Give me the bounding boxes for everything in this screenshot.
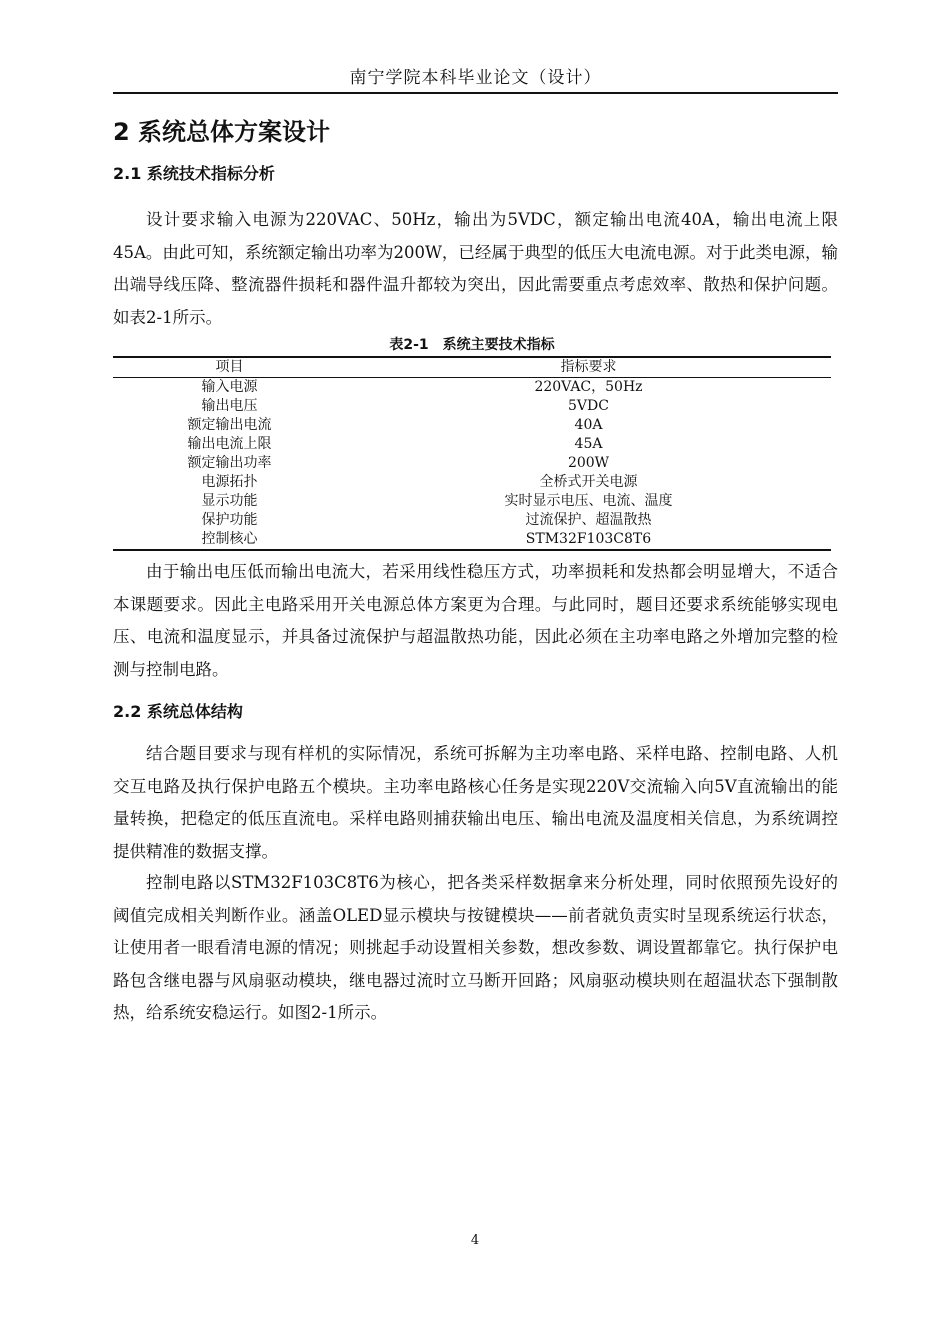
table-cell-item: 保护功能 xyxy=(201,512,258,528)
header-rule xyxy=(113,92,838,94)
table-caption: 表2-1 系统主要技术指标 xyxy=(389,337,555,353)
paragraph-2-1-intro: 设计要求输入电源为220VAC、50Hz，输出为5VDC，额定输出电流40A，输出电流上限45A。由此可知，系统额定输出功率为200W，已经属于典型的低压大电流电源。对于此类电源，输出端导线压降、整流器件损耗和器件温升都较为突出，因此需要重点考虑效率、散热和保护问题。如表2-1所示。 xyxy=(113,210,838,327)
table-cell-value: 5VDC xyxy=(568,398,609,414)
table-cell-value: 40A xyxy=(574,417,603,433)
table-header-row xyxy=(113,357,831,378)
subsection-heading-2-1: 2.1 系统技术指标分析 xyxy=(113,164,275,183)
table-cell-item: 输出电压 xyxy=(201,398,258,414)
table-cell-value: 45A xyxy=(574,436,603,452)
table-cell-item: 电源拓扑 xyxy=(201,474,258,490)
column-header-requirement: 指标要求 xyxy=(346,357,831,378)
table-row xyxy=(113,492,831,511)
subsection-heading-2-2: 2.2 系统总体结构 xyxy=(113,702,243,721)
table-row xyxy=(113,530,831,550)
table-cell-item: 控制核心 xyxy=(201,531,258,547)
table-row xyxy=(113,454,831,473)
table-cell-value: 全桥式开关电源 xyxy=(539,474,638,490)
table-cell-value: 200W xyxy=(567,455,610,471)
paragraph-2-1-analysis: 由于输出电压低而输出电流大，若采用线性稳压方式，功率损耗和发热都会明显增大，不适合本课题要求。因此主电路采用开关电源总体方案更为合理。与此同时，题目还要求系统能够实现电压、电流和温度显示，并具备过流保护与超温散热功能，因此必须在主功率电路之外增加完整的检测与控制电路。 xyxy=(113,562,838,679)
paragraph-2-2-structure: 结合题目要求与现有样机的实际情况，系统可拆解为主功率电路、采样电路、控制电路、人机交互电路及执行保护电路五个模块。主功率电路核心任务是实现220V交流输入向5V直流输出的能量转换，把稳定的低压直流电。采样电路则捕获输出电压、输出电流及温度相关信息，为系统调控提供精准的数据支撑。 xyxy=(113,744,838,861)
page-number: 4 xyxy=(470,1233,480,1248)
table-cell-item: 额定输出功率 xyxy=(187,455,272,471)
table-row xyxy=(113,511,831,530)
table-row xyxy=(113,473,831,492)
table-cell-item: 输出电流上限 xyxy=(187,436,272,452)
table-cell-item: 额定输出电流 xyxy=(187,417,272,433)
running-header: 南宁学院本科毕业论文（设计） xyxy=(349,68,602,88)
table-cell-value: STM32F103C8T6 xyxy=(525,531,652,547)
column-header-item: 项目 xyxy=(113,357,346,378)
paragraph-2-2-control: 控制电路以STM32F103C8T6为核心，把各类采样数据拿来分析处理，同时依照预先设好的阈值完成相关判断作业。涵盖OLED显示模块与按键模块——前者就负责实时呈现系统运行状态，让使用者一眼看清电源的情况；则挑起手动设置相关参数，想改参数、调设置都靠它。执行保护电路包含继电器与风扇驱动模块，继电器过流时立马断开回路；风扇驱动模块则在超温状态下强制散热，给系统安稳运行。如图2-1所示。 xyxy=(113,873,838,1022)
table-cell-value: 实时显示电压、电流、温度 xyxy=(504,493,673,509)
table-row xyxy=(113,435,831,454)
table-cell-value: 过流保护、超温散热 xyxy=(525,512,652,528)
table-row xyxy=(113,397,831,416)
spec-table xyxy=(113,356,831,551)
table-cell-item: 显示功能 xyxy=(201,493,258,509)
table-cell-value: 220VAC，50Hz xyxy=(534,379,643,395)
section-title: 2 系统总体方案设计 xyxy=(113,118,331,146)
table-row xyxy=(113,416,831,435)
table-cell-item: 输入电源 xyxy=(201,379,258,395)
table-row xyxy=(113,378,831,398)
